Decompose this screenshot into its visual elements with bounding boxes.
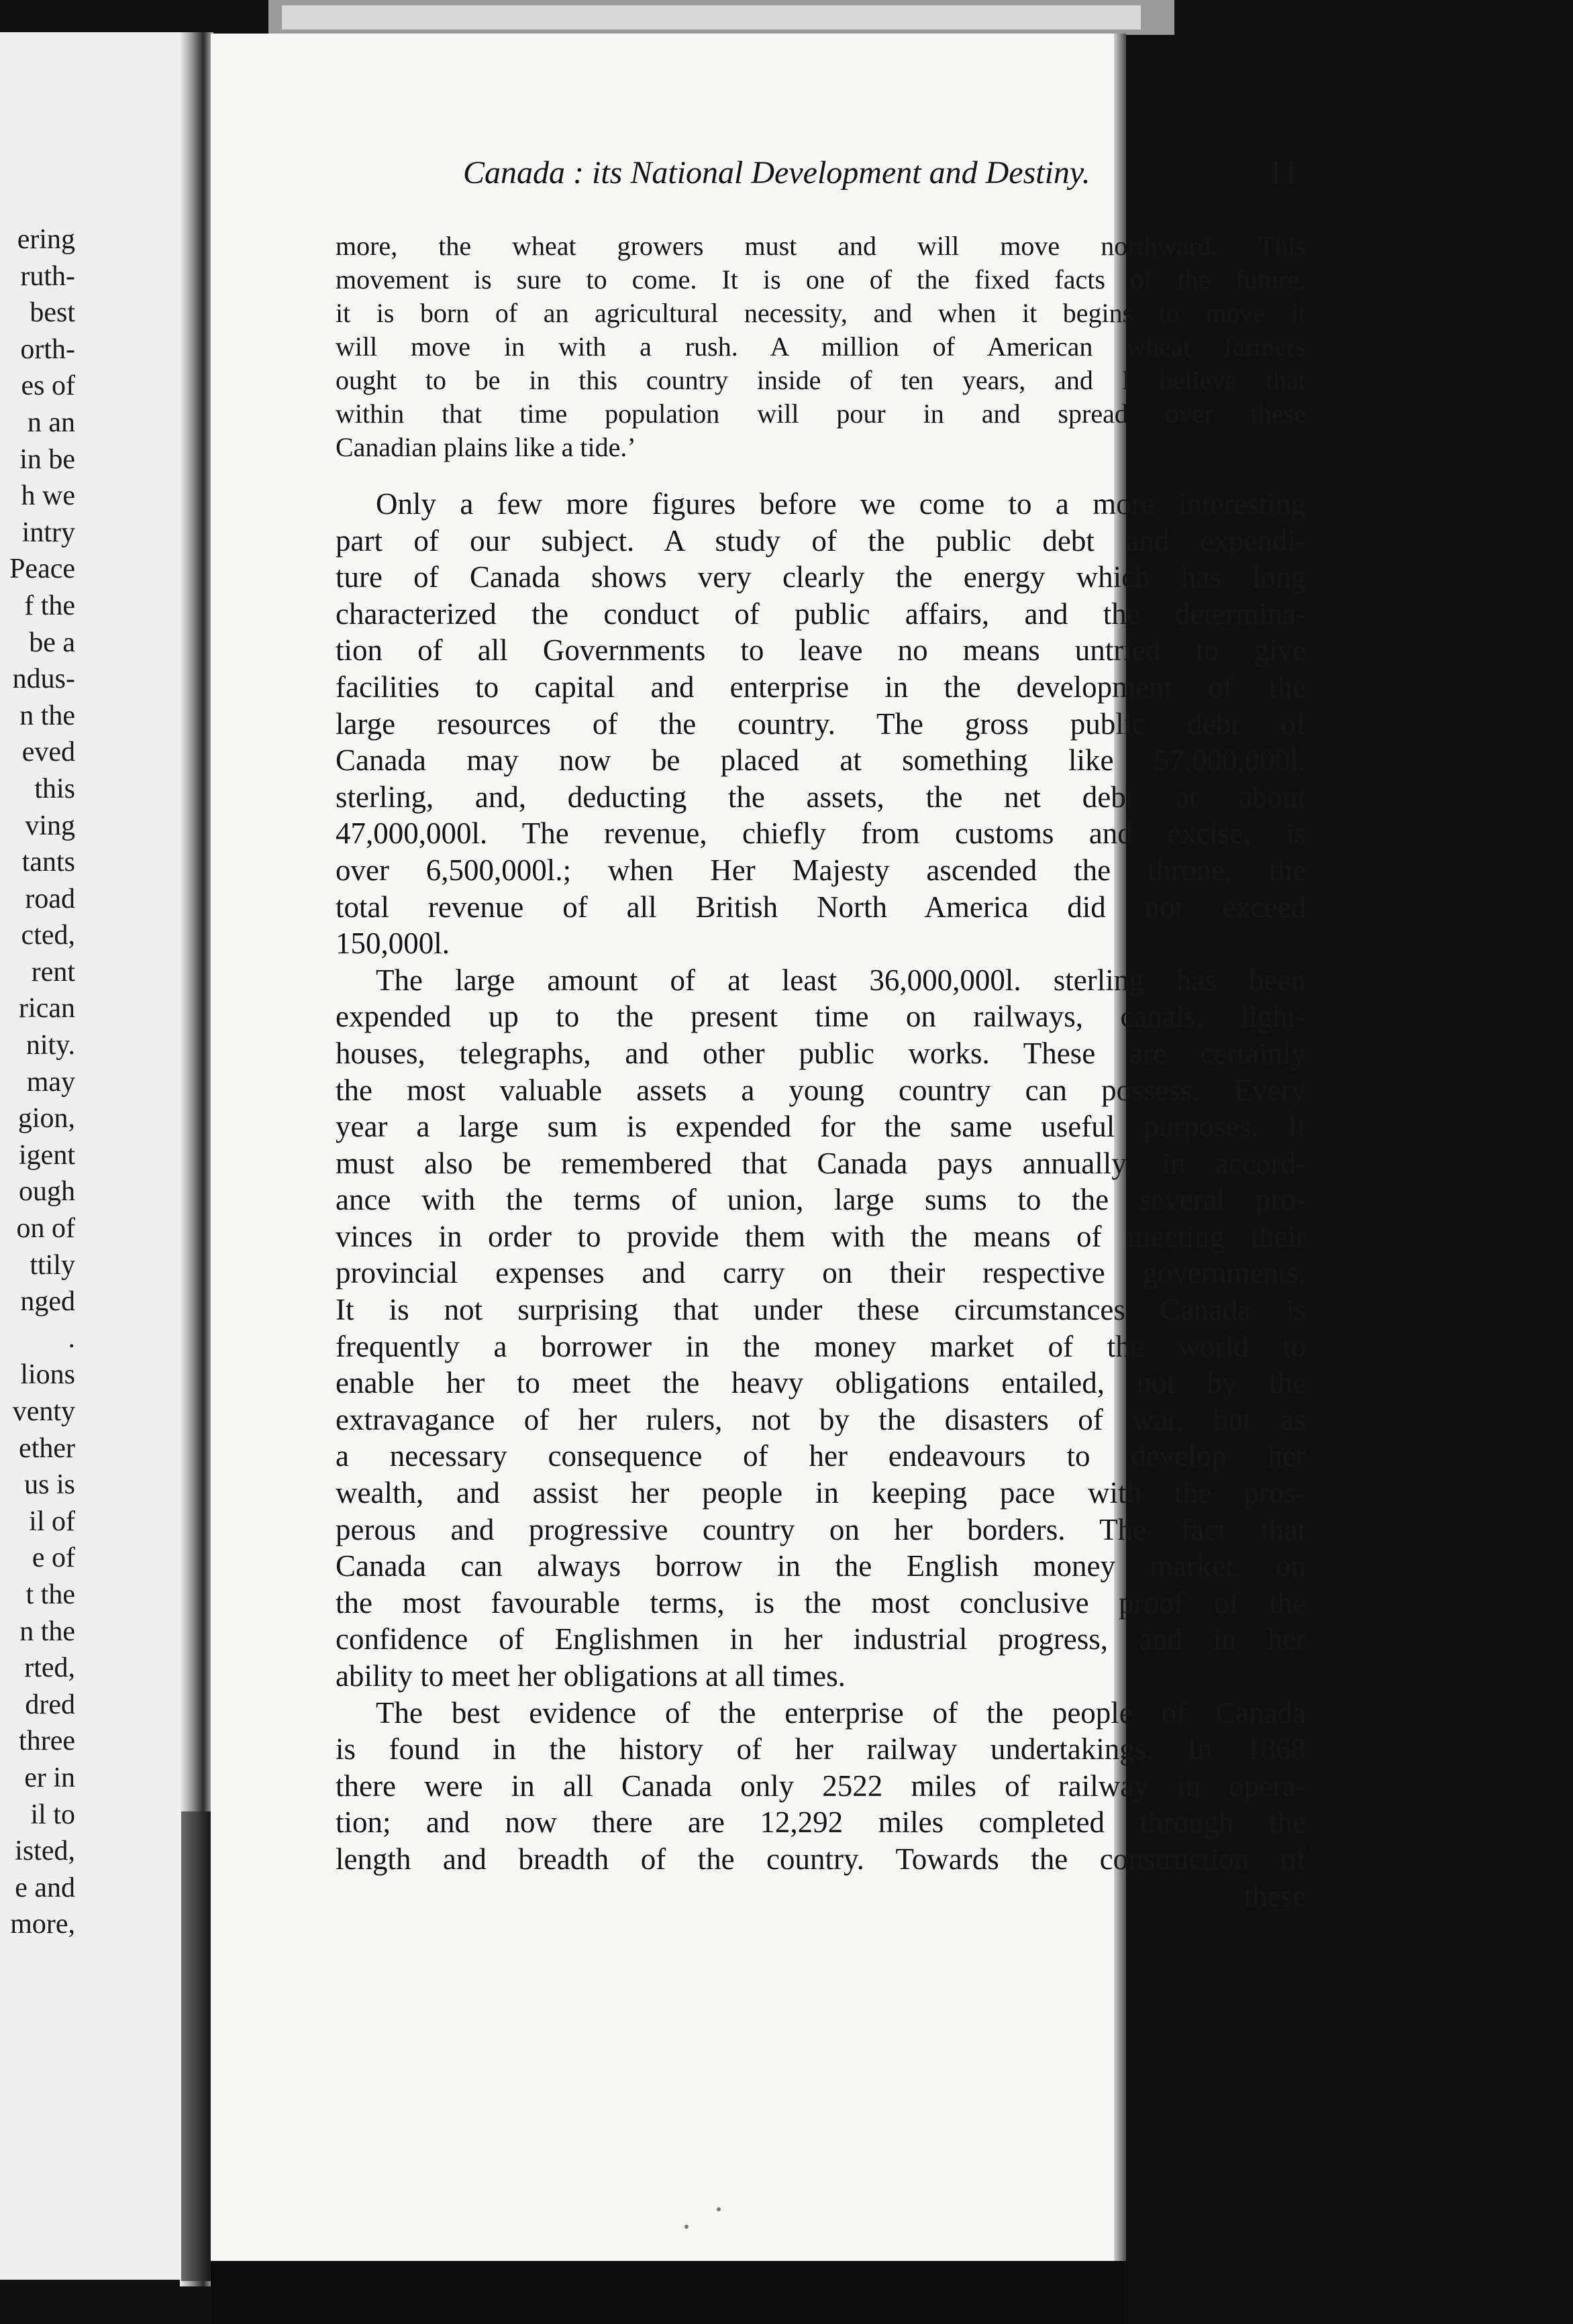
text-line: expended up to the present time on railways, canals, light- — [336, 1000, 1306, 1034]
paragraph-gap — [336, 464, 1306, 486]
facing-page-fragment: rican — [19, 993, 75, 1024]
text-line: ought to be in this country inside of ten years, and I believe that — [336, 365, 1306, 395]
text-line: provincial expenses and carry on their respective governments. — [336, 1256, 1306, 1290]
facing-page-fragment: f the — [24, 590, 75, 621]
facing-page-fragment: er in — [24, 1762, 75, 1793]
facing-page-fragment: on of — [16, 1213, 75, 1245]
facing-page-fragment: . — [68, 1322, 75, 1354]
facing-page-fragment: il to — [30, 1799, 75, 1830]
text-line: is found in the history of her railway undertakings. In 1868 — [336, 1732, 1306, 1766]
page-number: 11 — [1267, 153, 1300, 191]
running-title: Canada : its National Development and Destiny. — [463, 155, 1090, 191]
text-line: facilities to capital and enterprise in the development of the — [336, 670, 1306, 704]
facing-page-fragment: isted, — [15, 1836, 75, 1867]
quotation-block — [336, 229, 1306, 464]
facing-page-fragment: Peace — [9, 553, 75, 585]
paragraph-railways — [336, 1695, 1306, 1878]
text-line: The best evidence of the enterprise of the people of Canada — [376, 1695, 1306, 1730]
text-line: wealth, and assist her people in keeping pace with the pros- — [336, 1476, 1306, 1510]
facing-page-fragment: ruth- — [20, 260, 75, 292]
catchword: these — [1244, 1879, 1306, 1913]
scanner-bottom-strip — [211, 2261, 1123, 2324]
text-line: there were in all Canada only 2522 miles of railway in opera- — [336, 1768, 1306, 1803]
facing-page-fragment: igent — [19, 1139, 75, 1171]
text-line: It is not surprising that under these circumstances Canada is — [336, 1293, 1306, 1327]
scanner-top-strip-light — [282, 5, 1141, 30]
facing-page-fragment: venty — [12, 1396, 75, 1427]
facing-page-fragment: h we — [21, 480, 75, 512]
text-line: extravagance of her rulers, not by the disasters of war, but as — [336, 1402, 1306, 1436]
facing-page-fragment: orth- — [20, 333, 75, 365]
text-line: 47,000,000l. The revenue, chiefly from customs and excise, is — [336, 816, 1306, 851]
facing-page-fragment: es of — [21, 370, 75, 402]
text-line: within that time population will pour in and spread over these — [336, 399, 1306, 429]
scan-speck — [717, 2207, 721, 2211]
text-line: tion of all Governments to leave no means untried to give — [336, 633, 1306, 668]
text-line: more, the wheat growers must and will move northward. This — [336, 231, 1306, 261]
facing-page-fragment: rent — [31, 956, 75, 988]
facing-page-fragment: e of — [32, 1542, 75, 1574]
body-text — [336, 229, 1306, 1914]
facing-page-fragment: ough — [19, 1176, 75, 1208]
facing-page-fragment: t the — [26, 1579, 75, 1610]
text-line: part of our subject. A study of the public debt and expendi- — [336, 523, 1306, 558]
text-line: The large amount of at least 36,000,000l. sterling has been — [376, 963, 1306, 997]
facing-page-fragment: us is — [24, 1469, 75, 1501]
facing-page-fragment: road — [25, 883, 75, 914]
text-line: 150,000l. — [336, 927, 450, 961]
facing-page-fragment: ving — [25, 810, 75, 841]
facing-page-fragment: cted, — [21, 920, 75, 951]
text-line: a necessary consequence of her endeavours to develop her — [336, 1439, 1306, 1473]
facing-page-fragment: eved — [21, 737, 75, 768]
text-line: Only a few more figures before we come to a more interesting — [376, 487, 1306, 521]
facing-page-fragment: nity. — [26, 1030, 75, 1061]
scan-speck — [684, 2225, 689, 2229]
facing-page-fragment: n the — [19, 1616, 75, 1647]
facing-page-fragment: e and — [15, 1872, 75, 1903]
facing-page-fragment: more, — [10, 1909, 75, 1940]
facing-page-fragment: n an — [27, 407, 75, 438]
text-line: the most valuable assets a young country can possess. Every — [336, 1073, 1306, 1107]
paragraph-public-debt — [336, 486, 1306, 962]
facing-page-fragment: ering — [17, 224, 75, 255]
text-line: confidence of Englishmen in her industrial progress, and in her — [336, 1622, 1306, 1656]
facing-page-fragment: rted, — [24, 1652, 75, 1684]
facing-page-fragment: be a — [29, 627, 75, 658]
text-line: Canada may now be placed at something like 57,000,000l. — [336, 743, 1306, 778]
text-line: vinces in order to provide them with the means of meeting their — [336, 1219, 1306, 1253]
facing-page-fragment: ndus- — [12, 664, 75, 695]
facing-page-fragment: ttily — [30, 1249, 75, 1281]
text-line: Canada can always borrow in the English money market, on — [336, 1549, 1306, 1583]
facing-page-fragment: lions — [20, 1359, 75, 1391]
text-line: it is born of an agricultural necessity, and when it begins to move it — [336, 298, 1306, 328]
facing-page-fragment: tants — [21, 847, 75, 878]
facing-page-fragment: dred — [25, 1689, 75, 1720]
text-line: tion; and now there are 12,292 miles completed through the — [336, 1805, 1306, 1840]
text-line: ance with the terms of union, large sums to the several pro- — [336, 1183, 1306, 1217]
facing-page-fragment: in be — [19, 443, 75, 475]
facing-page-fragment: three — [19, 1726, 75, 1757]
facing-page-text-fragments — [0, 221, 75, 1943]
facing-page-fragment: nged — [20, 1286, 75, 1318]
text-line: frequently a borrower in the money market of the world to — [336, 1329, 1306, 1363]
text-line: ture of Canada shows very clearly the energy which has long — [336, 560, 1306, 594]
text-line: movement is sure to come. It is one of the fixed facts of the future, — [336, 264, 1306, 295]
text-line: large resources of the country. The gross public debt of — [336, 706, 1306, 741]
text-line: characterized the conduct of public affairs, and the determina- — [336, 596, 1306, 631]
facing-page-fragment: gion, — [17, 1103, 75, 1134]
text-line: year a large sum is expended for the same useful purposes. It — [336, 1110, 1306, 1144]
facing-page-fragment: il of — [29, 1506, 75, 1537]
facing-page-fragment: may — [26, 1066, 75, 1098]
paragraph-public-works — [336, 962, 1306, 1695]
text-line: will move in with a rush. A million of American wheat farmers — [336, 331, 1306, 362]
facing-page-fragment: ether — [19, 1432, 75, 1464]
text-line: total revenue of all British North America did not exceed — [336, 890, 1306, 924]
text-line: enable her to meet the heavy obligations entailed, not by the — [336, 1366, 1306, 1400]
text-line: over 6,500,000l.; when Her Majesty ascended the throne, the — [336, 853, 1306, 887]
text-line: sterling, and, deducting the assets, the net debt at about — [336, 780, 1306, 814]
text-line: length and breadth of the country. Towards the construction of — [336, 1842, 1306, 1876]
text-line: Canadian plains like a tide.’ — [336, 432, 636, 462]
text-line: perous and progressive country on her borders. The fact that — [336, 1512, 1306, 1546]
facing-page-fragment: n the — [19, 700, 75, 731]
facing-page-fragment: intry — [21, 517, 75, 548]
facing-page — [0, 32, 201, 2280]
text-line: the most favourable terms, is the most conclusive proof of the — [336, 1585, 1306, 1620]
facing-page-fragment: this — [34, 773, 75, 804]
text-line: houses, telegraphs, and other public works. These are certainly — [336, 1036, 1306, 1070]
facing-page-fragment: best — [30, 297, 75, 329]
text-line: must also be remembered that Canada pays annually, in accord- — [336, 1146, 1306, 1180]
text-line: ability to meet her obligations at all times. — [336, 1659, 846, 1693]
